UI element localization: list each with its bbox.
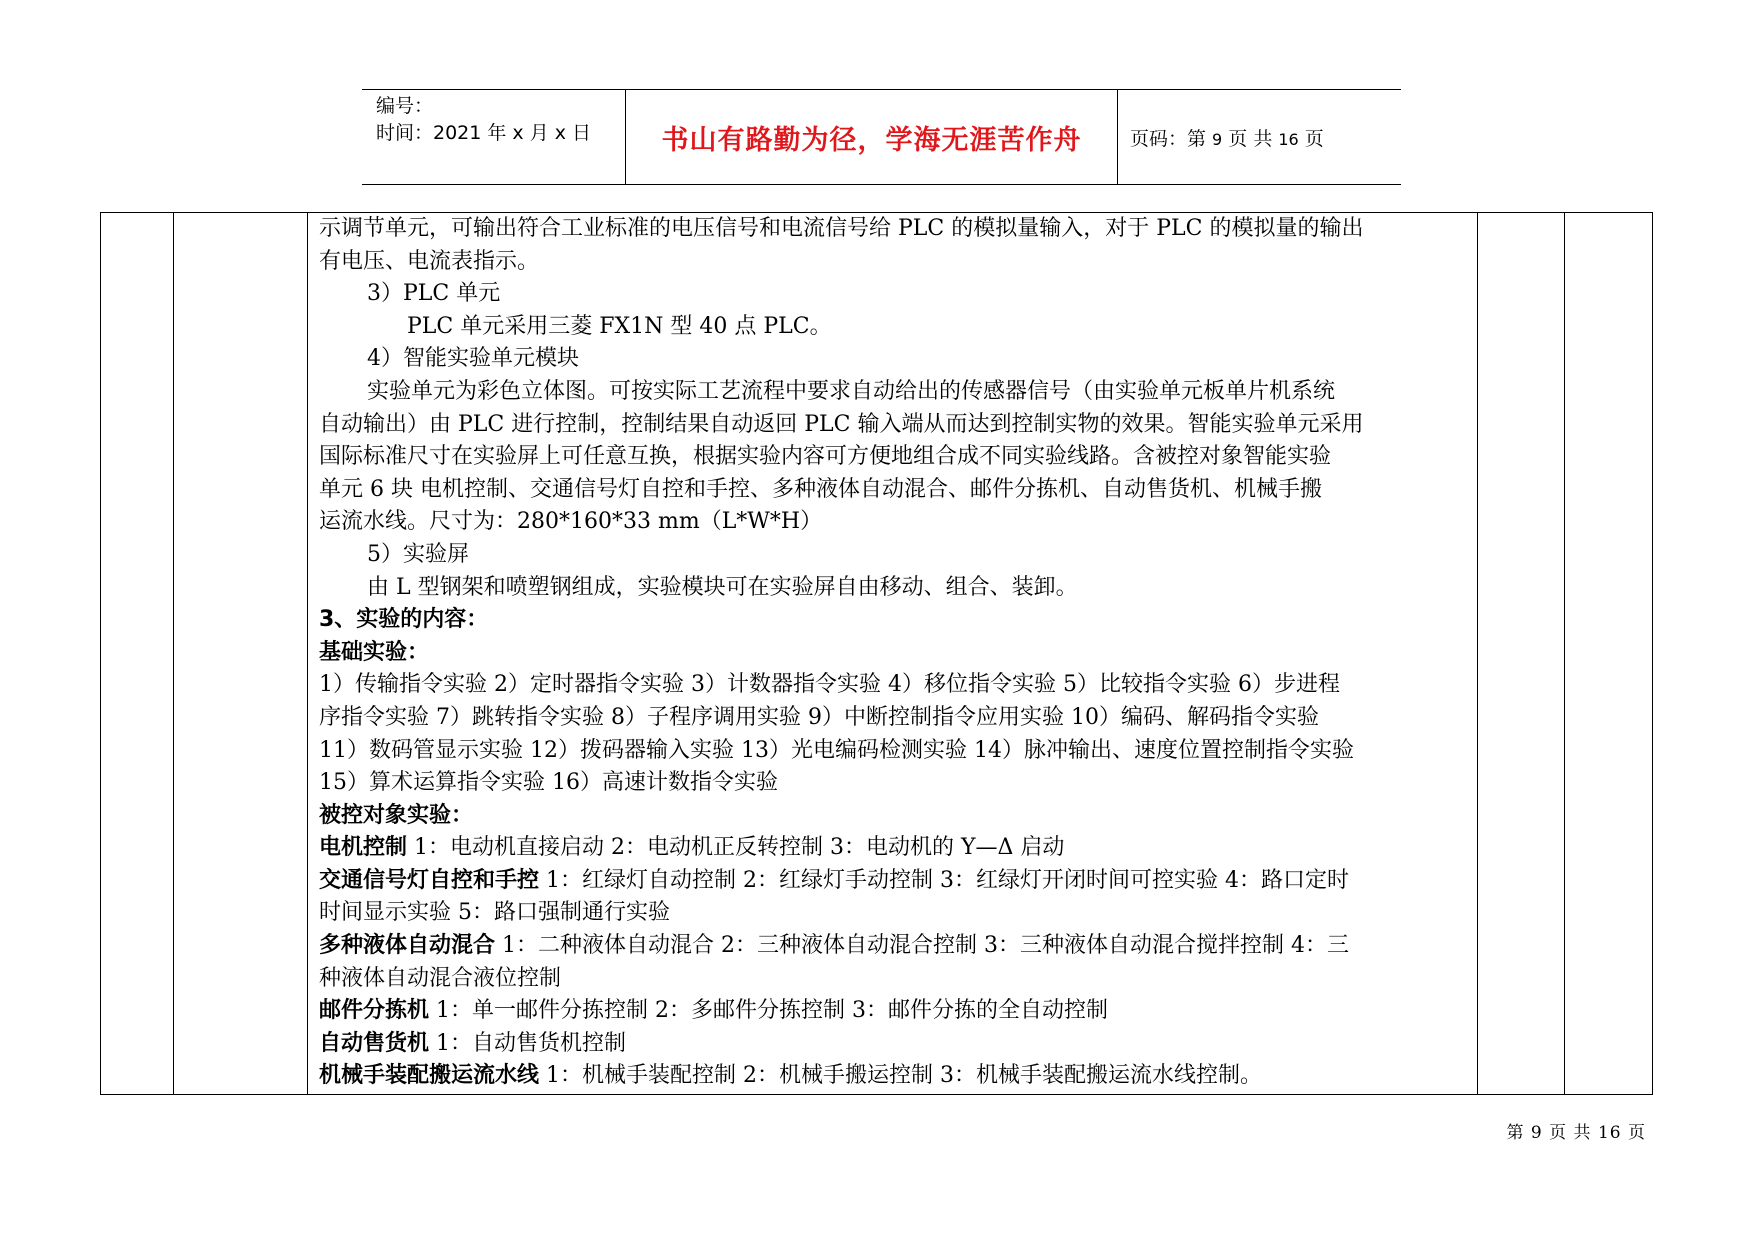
experiment-item [319, 1060, 1469, 1093]
body-line: 15）算术运算指令实验 16）高速计数指令实验 [319, 770, 778, 796]
experiment-text: 1：红绿灯自动控制 2：红绿灯手动控制 3：红绿灯开闭时间可控实验 4：路口定时 [539, 867, 1349, 893]
header-motto-cell [626, 90, 1118, 184]
subheading-smart-module: 4）智能实验单元模块 [367, 346, 579, 372]
page-number: 9 [1212, 129, 1223, 149]
experiment-item [319, 865, 1469, 898]
header-meta-cell [362, 90, 626, 184]
column-divider [307, 213, 308, 1094]
page-mid: 页 共 [1222, 127, 1279, 150]
body-line: PLC 单元采用三菱 FX1N 型 40 点 PLC。 [407, 313, 832, 339]
experiment-title: 交通信号灯自控和手控 [319, 867, 540, 893]
experiment-title: 自动售货机 [319, 1030, 430, 1056]
header-page-cell [1118, 90, 1401, 184]
body-line: 序指令实验 7）跳转指令实验 8）子程序调用实验 9）中断控制指令应用实验 10）编码、解码指令实验 [319, 704, 1319, 730]
experiment-text: 1：机械手装配控制 2：机械手搬运控制 3：机械手装配搬运流水线控制。 [539, 1063, 1262, 1089]
section-heading: 被控对象实验： [319, 802, 474, 828]
experiment-title: 电机控制 [319, 835, 408, 861]
motto: 书山有路勤为径，学海无涯苦作舟 [661, 124, 1082, 156]
experiment-item [319, 1028, 1469, 1061]
body-line: 示调节单元，可输出符合工业标准的电压信号和电流信号给 PLC 的模拟量输入，对于 PLC 的模拟量的输出 [319, 216, 1364, 241]
column-divider [1477, 213, 1478, 1094]
body-line: 有电压、电流表指示。 [319, 248, 540, 274]
subheading-plc-unit: 3）PLC 单元 [367, 281, 501, 307]
experiment-item [319, 832, 1469, 865]
page-header [362, 89, 1401, 185]
body-line: 单元 6 块 电机控制、交通信号灯自控和手控、多种液体自动混合、邮件分拣机、自动售货机、机械手搬 [319, 476, 1322, 502]
section-heading: 3、实验的内容： [319, 607, 489, 633]
body-line: 时间显示实验 5：路口强制通行实验 [319, 900, 670, 926]
body-line: 实验单元为彩色立体图。可按实际工艺流程中要求自动给出的传感器信号（由实验单元板单片机系统 [367, 378, 1336, 404]
experiment-text: 1：自动售货机控制 [429, 1030, 627, 1056]
section-heading: 基础实验： [319, 639, 430, 665]
body-line: 国际标准尺寸在实验屏上可任意互换，根据实验内容可方便地组合成不同实验线路。含被控对象智能实验 [319, 444, 1332, 470]
body-line: 由 L 型钢架和喷塑钢组成，实验模块可在实验屏自由移动、组合、装卸。 [367, 574, 1078, 600]
column-divider [1564, 213, 1565, 1094]
body-line: 1）传输指令实验 2）定时器指令实验 3）计数器指令实验 4）移位指令实验 5）比较指令实验 6）步进程 [319, 672, 1340, 698]
experiment-text: 1：二种液体自动混合 2：三种液体自动混合控制 3：三种液体自动混合搅拌控制 4：三 [495, 933, 1349, 959]
experiment-text: 1：电动机直接启动 2：电动机正反转控制 3：电动机的 Y—Δ 启动 [407, 835, 1065, 861]
experiment-item [319, 995, 1469, 1028]
page-prefix: 页码：第 [1130, 127, 1213, 150]
experiment-text: 1：单一邮件分拣控制 2：多邮件分拣控制 3：邮件分拣的全自动控制 [429, 998, 1108, 1024]
body-line: 种液体自动混合液位控制 [319, 965, 562, 991]
table-content [319, 213, 1469, 1093]
body-line: 11）数码管显示实验 12）拨码器输入实验 13）光电编码检测实验 14）脉冲输出、速度位置控制指令实验 [319, 737, 1354, 763]
subheading-screen: 5）实验屏 [367, 541, 469, 567]
experiment-title: 机械手装配搬运流水线 [319, 1063, 540, 1089]
body-line: 自动输出）由 PLC 进行控制，控制结果自动返回 PLC 输入端从而达到控制实物的效果。智能实验单元采用 [319, 411, 1364, 437]
experiment-item [319, 930, 1469, 963]
page-footer: 第 9 页 共 16 页 [1506, 1123, 1646, 1143]
date-label: 时间：2021 年 x 月 x 日 [376, 122, 592, 144]
page-suffix: 页 [1298, 127, 1324, 150]
body-line: 运流水线。尺寸为：280*160*33 mm（L*W*H） [319, 509, 823, 535]
experiment-title: 邮件分拣机 [319, 998, 430, 1024]
page-code [1118, 124, 1324, 151]
number-label: 编号： [376, 95, 434, 117]
experiment-title: 多种液体自动混合 [319, 933, 496, 959]
column-divider [173, 213, 174, 1094]
page-total: 16 [1278, 129, 1299, 149]
